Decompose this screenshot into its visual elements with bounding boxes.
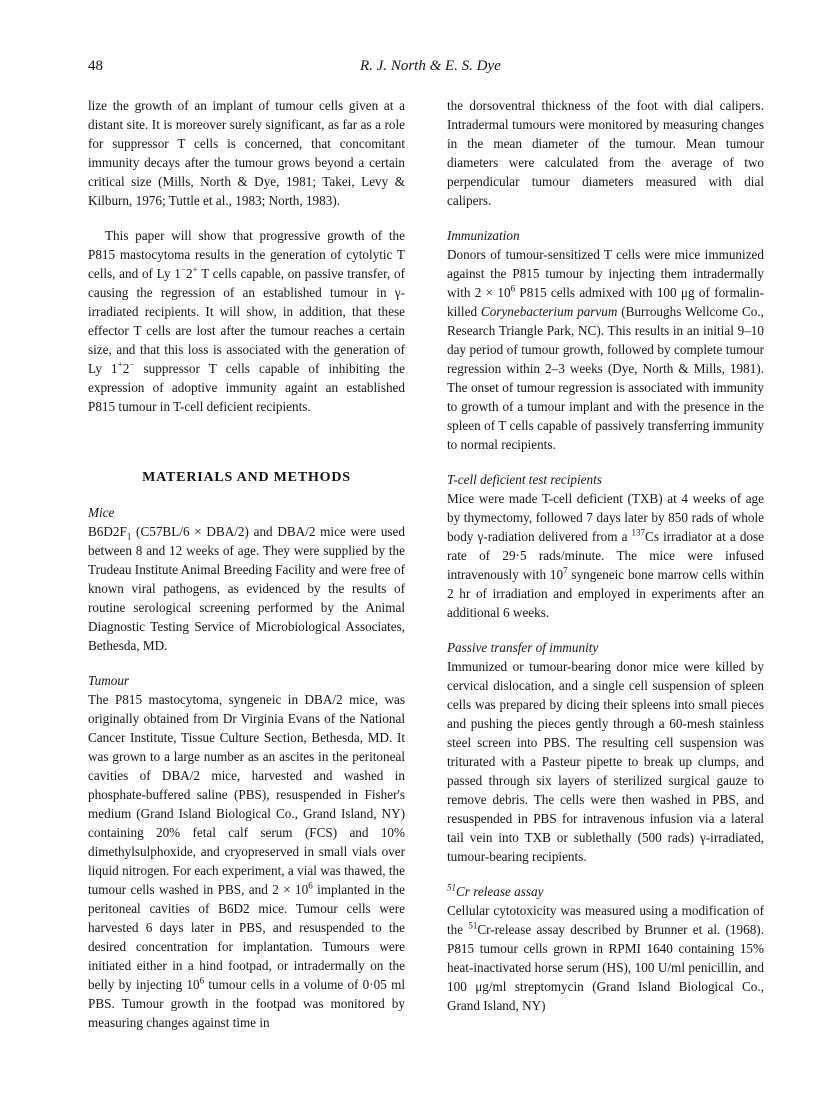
- right-column: [447, 96, 764, 1015]
- paragraph-intro-continued: lize the growth of an implant of tumour cells given at a distant site. It is moreover surely significant, as far as a role for suppressor T cells is concerned, that concomitant immunity decays after the tumour grows beyond a certain critical size (Mills, North & Dye, 1981; Takei, Levy & Kilburn, 1976; Tuttle et al., 1983; North, 1983).: [88, 98, 405, 208]
- subheading-passive-transfer: Passive transfer of immunity: [447, 640, 599, 655]
- paragraph-t-cell-deficient-recipients: Mice were made T-cell deficient (TXB) at 4 weeks of age by thymectomy, followed 7 days later by 850 rads of whole body γ-radiation delivered from a $^{137}$Cs irradiator at a dose rate of 29·5 rads/minute. The mice were infused intravenously with $10^7$ syngeneic bone marrow cells within 2 hr of irradiation and employed in experiments after an additional 6 weeks.: [447, 491, 765, 620]
- paragraph-passive-transfer: Immunized or tumour-bearing donor mice were killed by cervical dislocation, and a single cell suspension of spleen cells was prepared by dicing their spleens into small pieces and pushing the pieces gently through a 60-mesh stainless steel screen into PBS. The resulting cell suspension was triturated with a Pasteur pipette to break up clumps, and passed through six layers of sterilized surgical gauze to remove debris. The cells were then washed in PBS, and resuspended in PBS for intravenous infusion via a lateral tail vein into TXB or sublethally (500 rads) γ-irradiated, tumour-bearing recipients.: [447, 659, 764, 864]
- subheading-mice: Mice: [88, 505, 115, 520]
- paragraph-cr-release-assay: Cellular cytotoxicity was measured using a modification of the $^{51}$Cr-release assay described by Brunner et al. (1968). P815 tumour cells grown in RPMI 1640 containing 15% heat-inactivated horse serum (HS), 100 U/ml penicillin, and 100 μg/ml streptomycin (Grand Island Biological Co., Grand Island, NY): [447, 903, 764, 1013]
- subheading-tumour: Tumour: [88, 673, 130, 688]
- paragraph-immunization: Donors of tumour-sensitized T cells were mice immunized against the P815 tumour by injecting them intradermally with $2 \times 10^6$ P815 cells admixed with 100 μg of formalin-killed Corynebacterium parvum (Burroughs Wellcome Co., Research Triangle Park, NC). This results in an initial 9–10 day period of tumour growth, followed by complete tumour regression within 2–3 weeks (Dye, North & Mills, 1981). The onset of tumour regression is associated with immunity to growth of a tumour implant and with the presence in the spleen of T cells capable of passively transferring immunity to normal recipients.: [447, 247, 764, 452]
- page-header: [88, 58, 743, 80]
- page-number: 48: [88, 58, 103, 74]
- left-column: [88, 96, 405, 1032]
- paragraph-tumour-continued: the dorsoventral thickness of the foot with dial calipers. Intradermal tumours were monitored by measuring changes in the mean diameter of the tumour. Mean tumour diameters were calculated from the average of two perpendicular tumour diameters measured with dial calipers.: [447, 98, 764, 208]
- paragraph-paper-aims: This paper will show that progressive growth of the P815 mastocytoma results in the generation of cytolytic T cells, and of Ly 1−2+ T cells capable, on passive transfer, of causing the regression of an established tumour in γ-irradiated recipients. It will show, in addition, that these effector T cells are lost after the tumour reaches a certain size, and that this loss is associated with the generation of Ly 1+2− suppressor T cells capable of inhibiting the expression of adoptive immunity againt an established P815 tumour in T-cell deficient recipients.: [88, 228, 405, 414]
- running-head: R. J. North & E. S. Dye: [360, 58, 501, 74]
- subheading-immunization: Immunization: [447, 228, 520, 243]
- paragraph-mice: $B6D2F_1$ (C57BL/6 × DBA/2) and DBA/2 mice were used between 8 and 12 weeks of age. They were supplied by the Trudeau Institute Animal Breeding Facility and were free of known viral pathogens, as evidenced by the results of routine serological screening performed by the Animal Diagnostic Testing Service of Microbiological Associates, Bethesda, MD.: [88, 524, 405, 653]
- section-title-materials-methods: MATERIALS AND METHODS: [142, 470, 351, 485]
- subheading-t-cell-deficient-recipients: T-cell deficient test recipients: [447, 472, 602, 487]
- paragraph-tumour: The P815 mastocytoma, syngeneic in DBA/2 mice, was originally obtained from Dr Virginia Evans of the National Cancer Institute, Tissue Culture Section, Bethesda, MD. It was grown to a large number as an ascites in the peritoneal cavities of DBA/2 mice, harvested and washed in phosphate-buffered saline (PBS), resuspended in Fisher's medium (Grand Island Biological Co., Grand Island, NY) containing 20% fetal calf serum (FCS) and 10% dimethylsulphoxide, and cryopreserved in small vials over liquid nitrogen. For each experiment, a vial was thawed, the tumour cells washed in PBS, and $2 \times 10^6$ implanted in the peritoneal cavities of B6D2 mice. Tumour cells were harvested 6 days later in PBS, and resuspended to the desired concentration for implantation. Tumours were initiated either in a hind footpad, or intradermally on the belly by injecting $10^6$ tumour cells in a volume of 0·05 ml PBS. Tumour growth in the footpad was monitored by measuring changes against time in: [88, 692, 406, 1030]
- subheading-cr-release-assay: $^{51}$Cr release assay: [447, 882, 544, 899]
